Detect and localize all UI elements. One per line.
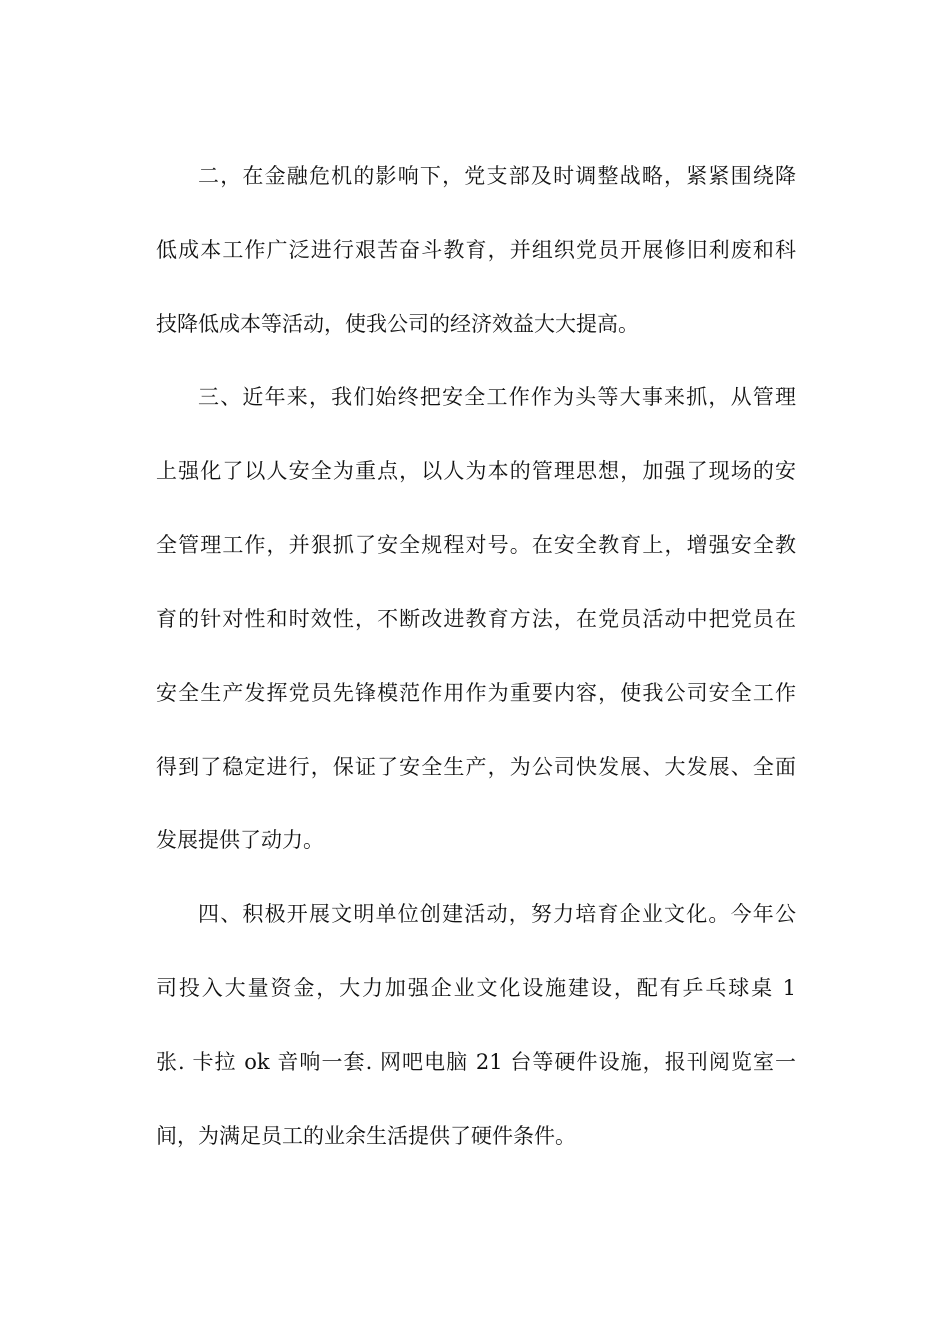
- paragraph-3-line-3: 全管理工作，并狠抓了安全规程对号。在安全教育上，增强安全教: [156, 533, 796, 557]
- paragraph-4-line-1: 四、积极开展文明单位创建活动，努力培育企业文化。今年公: [198, 902, 796, 926]
- paragraph-3-line-7: 发展提供了动力。: [156, 828, 324, 852]
- paragraph-2-line-2: 低成本工作广泛进行艰苦奋斗教育，并组织党员开展修旧利废和科: [156, 238, 796, 262]
- paragraph-3-line-4: 育的针对性和时效性，不断改进教育方法，在党员活动中把党员在: [156, 607, 796, 631]
- paragraph-3-line-5: 安全生产发挥党员先锋模范作用作为重要内容，使我公司安全工作: [156, 681, 796, 705]
- paragraph-3-line-1: 三、近年来，我们始终把安全工作作为头等大事来抓，从管理: [198, 385, 796, 409]
- paragraph-2-line-1: 二，在金融危机的影响下，党支部及时调整战略，紧紧围绕降: [198, 164, 796, 188]
- paragraph-4-line-2: 司投入大量资金，大力加强企业文化设施建设，配有乒乓球桌 1: [156, 976, 796, 1000]
- paragraph-3-line-6: 得到了稳定进行，保证了安全生产，为公司快发展、大发展、全面: [156, 755, 796, 779]
- paragraph-2-line-3: 技降低成本等活动，使我公司的经济效益大大提高。: [156, 312, 639, 336]
- paragraph-4-line-3: 张. 卡拉 ok 音响一套. 网吧电脑 21 台等硬件设施，报刊阅览室一: [156, 1050, 796, 1074]
- paragraph-3-line-2: 上强化了以人安全为重点，以人为本的管理思想，加强了现场的安: [156, 459, 796, 483]
- paragraph-4-line-4: 间，为满足员工的业余生活提供了硬件条件。: [156, 1124, 576, 1148]
